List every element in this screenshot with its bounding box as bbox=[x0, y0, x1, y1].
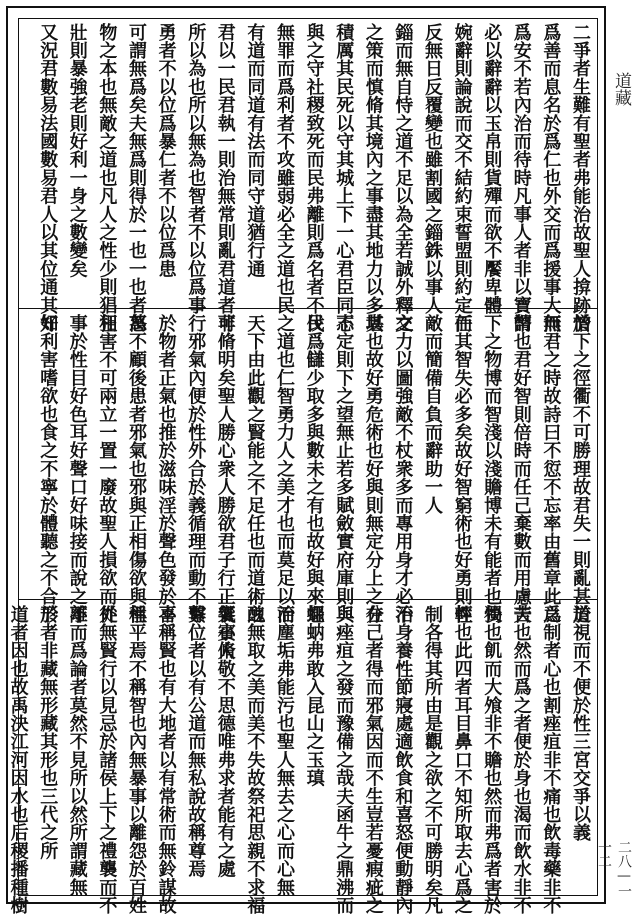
text-column: 與痤疽之發而豫備之哉夫函牛之鼎沸而 bbox=[333, 605, 355, 914]
text-column: 謂也君好智則倍時而任己棄數而用慮夫 bbox=[510, 314, 532, 624]
text-column: 之道也仁智勇力人之美才也而莫足以治 bbox=[274, 314, 295, 624]
text-column: 無罪而爲利者不攻雖弱必全之道也民 bbox=[274, 23, 295, 315]
text-column: 稱平焉不稱智也內無暴事以離怨於百姓 bbox=[126, 605, 147, 914]
text-column: 怒不顧後患者邪氣也邪與正相傷欲與性 bbox=[126, 314, 147, 624]
text-column: 積厲其民死以守其城上下一心君臣同志 bbox=[333, 23, 355, 333]
text-column: 爲安不若內治而待時凡事人者非以寶幣 bbox=[510, 23, 532, 333]
text-column: 形者非藏無形藏其形也三代之所 bbox=[37, 605, 59, 860]
text-column: 於物者正氣也推於滋味淫於聲色發於喜 bbox=[155, 314, 177, 624]
page-inner-frame bbox=[7, 18, 598, 914]
text-column: 饗賓脩敬不思德唯弗求者能有之處 bbox=[214, 605, 236, 878]
text-column: 治身養性節寢處適飲食和喜怒便動靜內 bbox=[392, 605, 414, 914]
page-number: 二八—一一二 bbox=[596, 840, 632, 898]
text-column: 又況君數易法國數易君人以其位通其好 bbox=[37, 23, 59, 333]
text-column: 蠅蚋弗敢入昆山之玉瑱 bbox=[303, 605, 325, 787]
text-column: 爲制者心也割痤疽非不痛也飲毒藥非不 bbox=[540, 605, 562, 914]
text-column: 所以為也所以無為也智者不以位爲事 bbox=[185, 23, 207, 315]
text-column: 事於性目好色耳好聲口好味接而說之不 bbox=[66, 314, 88, 624]
text-column: 與之守社稷致死而民弗離則爲名者不伐 bbox=[303, 23, 325, 333]
text-column: 而塵垢弗能污也聖人無去之心而心無 bbox=[274, 605, 295, 897]
text-column: 敵而簡備自負而辭助一人 bbox=[422, 314, 443, 515]
text-column: 君以一民君執一則治無常則亂君道者非 bbox=[214, 23, 236, 333]
text-column: 性也此四者耳目鼻口不知所取去心爲之 bbox=[451, 605, 473, 914]
text-column: 任其智失必多矣故好智窮術也好勇則輕 bbox=[451, 314, 473, 624]
text-column: 下之物博而智淺以淺贍博未有能者也獨 bbox=[481, 314, 503, 624]
text-column: 壯則暴強老則好利一身之數變矣 bbox=[66, 23, 88, 278]
text-column: 苦也然而爲之者便於身也渴而飲水非不 bbox=[510, 605, 532, 914]
text-column: 天下由此觀之賢能之不足任也而道術之 bbox=[244, 314, 266, 624]
text-column: 勇者不以位爲暴仁者不以位爲患 bbox=[155, 23, 177, 278]
text-column: 相害不可兩立一置一廢故聖人損欲而從 bbox=[96, 314, 118, 624]
text-column: 可謂無爲矣夫無爲則得於一也一也者萬 bbox=[126, 23, 147, 333]
text-column: 有道而同道有法而同守道猶行通 bbox=[244, 23, 266, 278]
collection-label: 道藏 bbox=[611, 72, 631, 106]
text-column: 道視而不便於性三宮交爭以義 bbox=[570, 605, 591, 842]
text-column: 可脩明矣聖人勝心衆人勝欲君子行正氣小人 bbox=[214, 314, 236, 660]
text-column: 婉辭則論說而交不結約束誓盟則約定而 bbox=[451, 23, 473, 333]
text-column: 道者因也故禹決江河因水也后稷播種樹 bbox=[7, 605, 29, 914]
text-column: 反無日反覆變也雖割國之錙銖以事人 bbox=[422, 23, 443, 315]
text-column: 行邪氣內便於性外合於義循理而動不繫 bbox=[185, 314, 207, 624]
text-column: 之策而慎脩其境內之事盡其地力以多其 bbox=[362, 23, 384, 333]
text-column: 爲善而息名於爲仁也外交而爲援事大而 bbox=[540, 23, 562, 333]
text-column: 快也飢而大飧非不贍也然而弗爲者害於 bbox=[481, 605, 503, 914]
text-column: 離而爲論者莫然不見所以然所謂藏無 bbox=[66, 605, 88, 897]
text-column: 不稱賢也有大地者以有常術而無鈴謀故 bbox=[155, 605, 177, 914]
page-frame bbox=[6, 6, 606, 914]
text-column: 錙而無自恃之道不足以為全若誠外釋交 bbox=[392, 23, 414, 333]
text-column: 之力以圖強敵不杖衆多而專用身才必不 bbox=[392, 314, 414, 624]
text-column: 民爲讎少取多與數未之有也故好與來怨 bbox=[303, 314, 325, 624]
text-column: 堪也故好勇危術也好與則無定分上之分 bbox=[362, 314, 384, 624]
text-column: 無君之時故詩曰不愆不忘率由舊章此之 bbox=[540, 314, 562, 624]
text-column: 外無賢行以見忌於諸侯上下之禮襲而不 bbox=[96, 605, 118, 914]
text-register-middle bbox=[19, 310, 597, 660]
text-column: 知利害嗜欲也食之不寧於體聽之不合於 bbox=[37, 314, 59, 624]
text-column: 必以辭辭以玉帛則貨殫而欲不饜卑體 bbox=[481, 23, 503, 315]
text-column: 尊位者以有公道而無私說故稱尊焉 bbox=[185, 605, 207, 878]
text-column: 不定則下之望無止若多賦斂實府庫則與 bbox=[333, 314, 355, 624]
text-column: 二爭者生難有聖者弗能治故聖人揜跡於 bbox=[570, 23, 591, 333]
text-column: 制各得其所由是觀之欲之不可勝明矣凡 bbox=[422, 605, 443, 914]
text-column: 在己者得而邪氣因而不生豈若憂瘕疵之 bbox=[362, 605, 384, 914]
text-column: 醜無取之美而美不失故祭祀思親不求福 bbox=[244, 605, 266, 914]
text-register-top bbox=[19, 19, 597, 333]
text-column: 憎下之徑衢不可勝理故君失一則亂甚於 bbox=[570, 314, 591, 624]
text-column: 物之本也無敵之道也凡人之性少則猖狂 bbox=[96, 23, 118, 333]
text-register-bottom bbox=[7, 601, 597, 914]
